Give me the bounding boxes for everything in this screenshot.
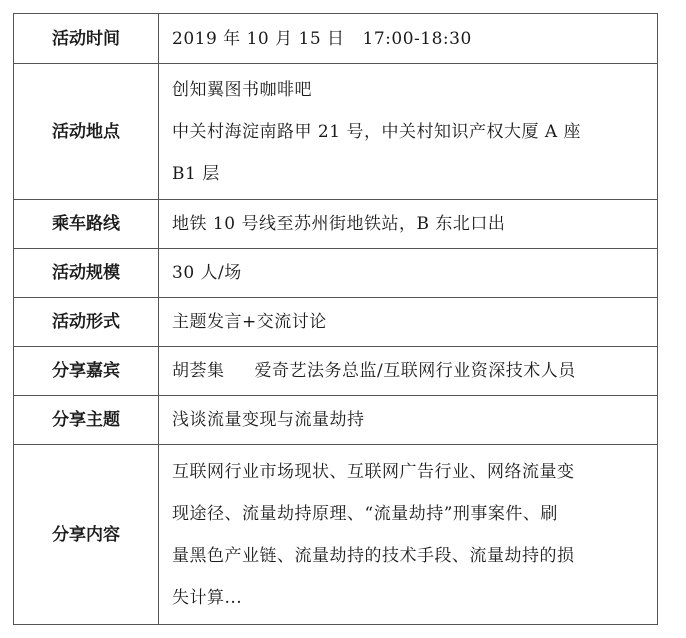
table-row: [14, 249, 658, 298]
row-label-content: 分享内容: [14, 445, 159, 625]
row-label-route: 乘车路线: [14, 200, 159, 249]
table-row: [14, 14, 658, 64]
content-line: 失计算...: [172, 587, 243, 608]
row-value-location: [159, 64, 658, 200]
table-row: [14, 298, 658, 347]
row-label-topic: 分享主题: [14, 396, 159, 445]
row-label-scale: 活动规模: [14, 249, 159, 298]
event-date: 2019 年 10 月 15 日: [172, 28, 345, 49]
row-value-content: [159, 445, 658, 625]
location-line: B1 层: [172, 163, 220, 184]
row-value-time: [159, 14, 658, 64]
content-line: 现途径、流量劫持原理、“流量劫持”刑事案件、刷: [172, 503, 558, 524]
content-line: 互联网行业市场现状、互联网广告行业、网络流量变: [172, 461, 575, 482]
table-row: [14, 396, 658, 445]
row-value-scale: 30 人/场: [159, 249, 658, 298]
guest-title: 爱奇艺法务总监/互联网行业资深技术人员: [254, 361, 576, 381]
row-value-guest: [159, 347, 658, 396]
table-row: [14, 347, 658, 396]
row-label-location: 活动地点: [14, 64, 159, 200]
row-label-guest: 分享嘉宾: [14, 347, 159, 396]
row-value-topic: 浅谈流量变现与流量劫持: [159, 396, 658, 445]
event-info-table: [13, 13, 658, 625]
row-value-route: 地铁 10 号线至苏州街地铁站，B 东北口出: [159, 200, 658, 249]
guest-name: 胡荟集: [172, 361, 225, 381]
table-row: [14, 200, 658, 249]
event-time: 17:00-18:30: [362, 28, 472, 49]
content-line: 量黑色产业链、流量劫持的技术手段、流量劫持的损: [172, 545, 575, 566]
location-line: 创知翼图书咖啡吧: [172, 79, 312, 100]
row-label-format: 活动形式: [14, 298, 159, 347]
location-line: 中关村海淀南路甲 21 号，中关村知识产权大厦 A 座: [172, 121, 582, 142]
row-label-time: 活动时间: [14, 14, 159, 64]
table-row: [14, 445, 658, 625]
table-row: [14, 64, 658, 200]
row-value-format: 主题发言+交流讨论: [159, 298, 658, 347]
